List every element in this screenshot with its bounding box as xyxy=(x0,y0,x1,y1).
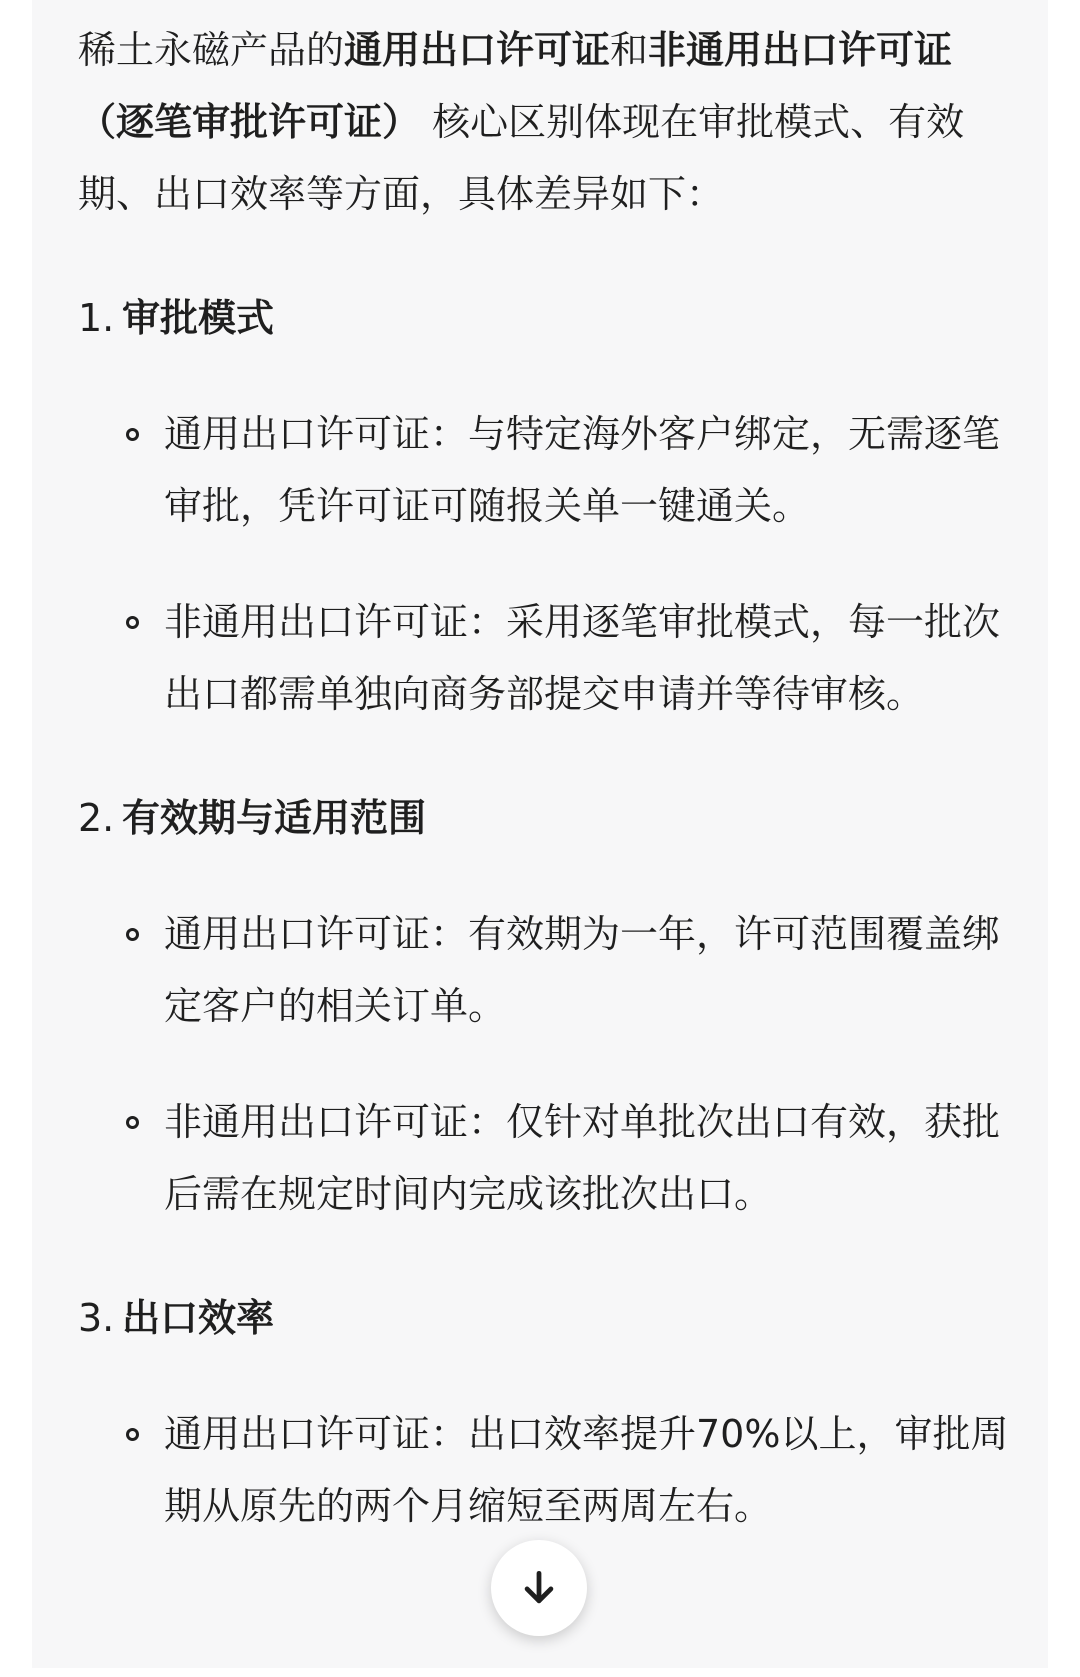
intro-bold-general-license: 通用出口许可证 xyxy=(344,28,611,72)
circle-bullet-icon xyxy=(126,1428,139,1441)
list-item xyxy=(78,1398,1028,1542)
list-item xyxy=(78,898,1028,1042)
section-validity-scope xyxy=(78,782,1028,1230)
section-heading: 有效期与适用范围 xyxy=(122,796,427,840)
list-item-text: 通用出口许可证：与特定海外客户绑定，无需逐笔审批，凭许可证可随报关单一键通关。 xyxy=(164,412,1001,528)
section-list xyxy=(78,1398,1028,1542)
section-export-efficiency xyxy=(78,1282,1028,1542)
section-list xyxy=(78,898,1028,1230)
circle-bullet-icon xyxy=(126,616,139,629)
intro-paragraph xyxy=(78,14,1028,230)
section-heading: 出口效率 xyxy=(122,1296,275,1340)
intro-text: 稀土永磁产品的 xyxy=(78,28,345,72)
list-item xyxy=(78,398,1028,542)
section-title xyxy=(78,782,1028,854)
list-item-text: 非通用出口许可证：仅针对单批次出口有效，获批后需在规定时间内完成该批次出口。 xyxy=(164,1100,1001,1216)
section-number: 2. xyxy=(78,796,115,840)
intro-bold-non-general-license: 非通用出口许可证（逐笔审批许可证） xyxy=(78,28,953,144)
intro-text: 核心区别体现在审批模式、有效期、出口效率等方面，具体差异如下： xyxy=(78,100,965,216)
section-title xyxy=(78,1282,1028,1354)
list-item xyxy=(78,1086,1028,1230)
circle-bullet-icon xyxy=(126,1116,139,1129)
list-item-text: 通用出口许可证：有效期为一年，许可范围覆盖绑定客户的相关订单。 xyxy=(164,912,1001,1028)
section-title xyxy=(78,282,1028,354)
list-item xyxy=(78,586,1028,730)
section-approval-mode xyxy=(78,282,1028,730)
list-item-text: 通用出口许可证：出口效率提升70%以上，审批周期从原先的两个月缩短至两周左右。 xyxy=(164,1412,1009,1528)
circle-bullet-icon xyxy=(126,428,139,441)
list-item-text: 非通用出口许可证：采用逐笔审批模式，每一批次出口都需单独向商务部提交申请并等待审核。 xyxy=(164,600,1001,716)
section-heading: 审批模式 xyxy=(122,296,275,340)
scroll-to-bottom-button[interactable] xyxy=(491,1540,587,1636)
section-number: 3. xyxy=(78,1296,115,1340)
circle-bullet-icon xyxy=(126,928,139,941)
intro-text: 和 xyxy=(610,28,649,72)
section-list xyxy=(78,398,1028,730)
section-number: 1. xyxy=(78,296,115,340)
response-card xyxy=(32,0,1048,1668)
arrow-down-icon xyxy=(517,1566,561,1610)
response-content xyxy=(78,14,1028,1542)
